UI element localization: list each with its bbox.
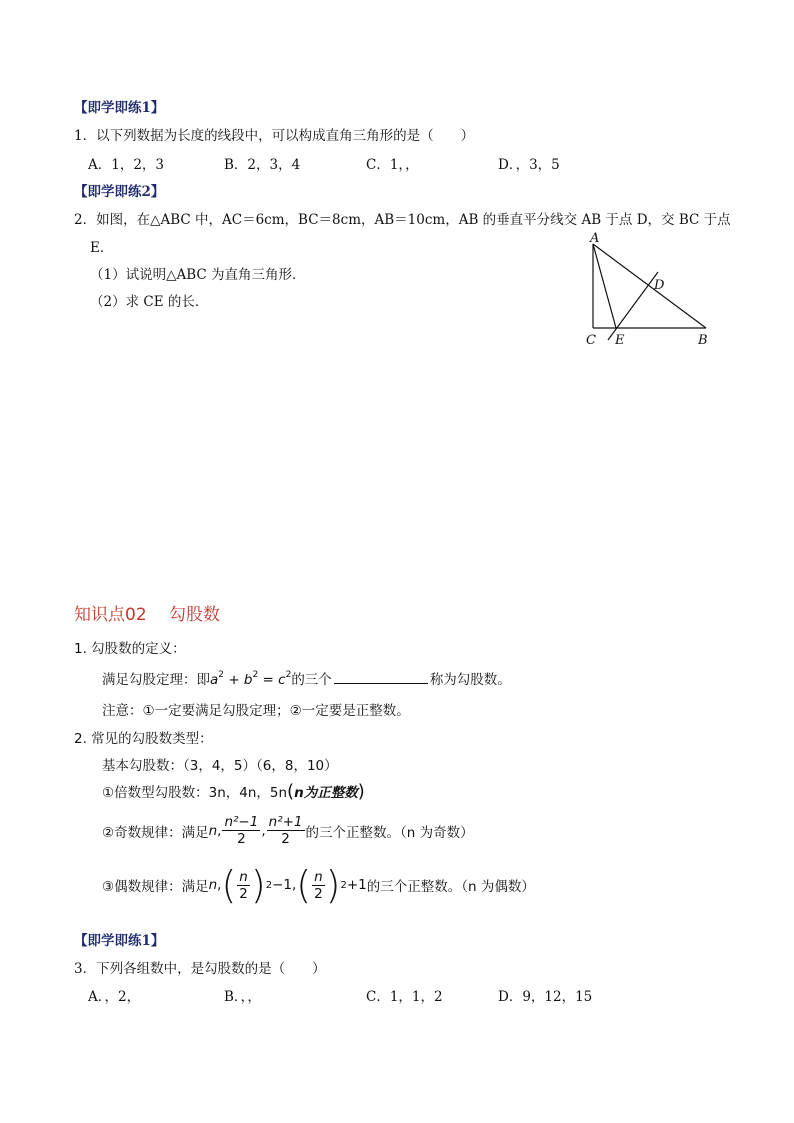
even-n: n (208, 877, 218, 893)
even-fraction-2: $\frac{n}{2}$ (314, 868, 323, 902)
label-e: E (615, 333, 625, 348)
odd-fraction-1: $\frac{\text{n²−1}}{2}$ (224, 814, 259, 847)
q1-option-d: D．，3，5 (498, 157, 560, 173)
question-1: 1．以下列数据为长度的线段中，可以构成直角三角形的是（ ） (74, 128, 475, 144)
multiple-prefix: ①倍数型勾股数：3n，4n，5n (102, 785, 288, 801)
segment-perpendicular-bisector (608, 272, 658, 340)
even-type-line: ③偶数规律：满足 n , ( $\frac{n}{2}$ ) 2 −1 , ( $\frac{n}{2}$ ) 2 +1 的三个正整数。（n 为偶数） (102, 863, 535, 907)
triangle-figure (576, 228, 726, 350)
odd-type-line: ②奇数规律：满足 n , $\frac{\text{n²−1}}{2}$ , $\frac{\text{n²+1}}{2}$ 的三个正整数。（n 为奇数） (102, 814, 474, 847)
types-heading: 2. 常见的勾股数类型： (74, 731, 213, 747)
label-d: D (654, 278, 665, 293)
q1-option-a: A．1，2，3 (88, 157, 165, 173)
formula-b: b (243, 672, 253, 688)
question-2-line1: 2．如图，在△ABC 中，AC＝6cm，BC＝8cm，AB＝10cm，AB 的垂直平分线交 AB 于点 D，交 BC 于点 (74, 212, 731, 228)
odd-n: n (208, 822, 218, 839)
label-a: A (590, 231, 600, 246)
basic-triples: 基本勾股数：（3，4，5）（6，8，10） (102, 758, 338, 774)
segment-ab (593, 244, 706, 328)
def-suffix-b: 称为勾股数。 (429, 672, 511, 688)
q3-option-d: D．9，12，15 (498, 989, 593, 1005)
q3-option-c: C．1，1，2 (366, 989, 443, 1005)
odd-prefix: ②奇数规律：满足 (102, 824, 209, 841)
note-line: 注意：①一定要满足勾股定理；②一定要是正整数。 (102, 703, 410, 719)
odd-suffix: 的三个正整数。（n 为奇数） (305, 824, 474, 841)
even-suffix: 的三个正整数。（n 为偶数） (366, 879, 535, 895)
even-plus: +1 (346, 877, 367, 893)
q1-option-c: C．1，， (366, 157, 419, 173)
multiple-paren-text: n为正整数 (294, 785, 358, 801)
formula-a: a (210, 672, 219, 688)
even-minus: −1 (272, 877, 292, 893)
formula-c: c (278, 672, 286, 688)
question-2-sub1: （1）试说明△ABC 为直角三角形． (90, 267, 306, 283)
question-2-line2: E． (90, 240, 114, 256)
definition-heading: 1. 勾股数的定义： (74, 641, 186, 657)
practice-tag-2: 【即学即练2】 (74, 184, 165, 200)
practice-tag-1: 【即学即练1】 (74, 100, 165, 116)
question-2-sub2: （2）求 CE 的长． (90, 294, 209, 310)
answer-blank (334, 671, 428, 684)
practice-tag-3: 【即学即练1】 (74, 933, 165, 949)
q3-option-a: A．，2， (88, 989, 141, 1005)
odd-fraction-2: $\frac{\text{n²+1}}{2}$ (268, 814, 303, 847)
q3-option-b: B．，， (224, 989, 261, 1005)
def-prefix: 满足勾股定理：即 (102, 672, 210, 688)
segment-ae (593, 244, 616, 328)
section-title: 知识点02 勾股数 (74, 605, 221, 625)
definition-line: 满足勾股定理：即$a^2 + b^2 = c^2$的三个 称为勾股数。 (102, 670, 511, 688)
label-c: C (586, 333, 596, 348)
question-3: 3．下列各组数中，是勾股数的是（ ） (74, 961, 326, 977)
label-b: B (698, 333, 708, 348)
even-fraction-1: $\frac{n}{2}$ (239, 868, 248, 902)
q1-option-b: B．2，3，4 (224, 157, 301, 173)
def-suffix-a: 的三个 (291, 672, 332, 688)
even-prefix: ③偶数规律：满足 (102, 879, 209, 895)
multiple-type-line: ①倍数型勾股数：3n，4n，5n(n为正整数) (102, 781, 365, 802)
